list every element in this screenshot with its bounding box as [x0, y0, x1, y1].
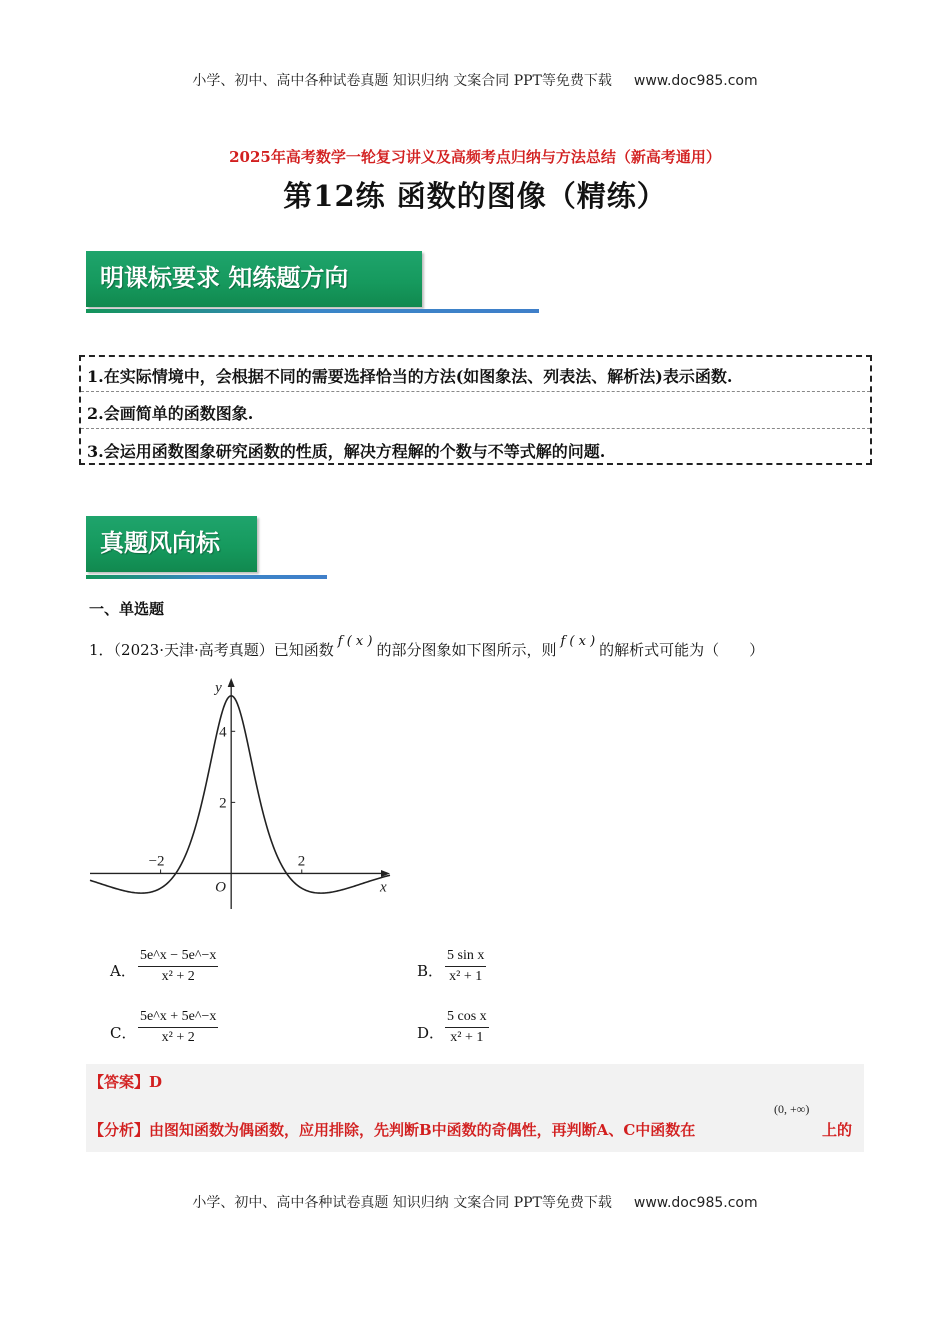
header-text: 小学、初中、高中各种试卷真题 知识归纳 文案合同 PPT等免费下载 — [192, 73, 612, 89]
analysis-text-end: 上的 — [822, 1121, 853, 1139]
x-axis-label: x — [380, 879, 387, 896]
divider — [81, 428, 870, 429]
option-label-a: A． — [110, 962, 136, 980]
numerator: 5 sin x — [445, 948, 486, 967]
option-a-formula — [138, 948, 218, 985]
option-c-formula — [138, 1009, 218, 1046]
denominator: x² + 2 — [161, 1030, 195, 1045]
page-title: 第12练 函数的图像（精练） — [283, 179, 667, 213]
denominator: x² + 1 — [450, 1030, 484, 1045]
denominator: x² + 1 — [449, 969, 483, 984]
requirement-item: 3.会运用函数图象研究函数的性质，解决方程解的个数与不等式解的问题. — [87, 442, 606, 461]
y-tick-label: 2 — [219, 795, 227, 812]
option-d-formula — [445, 1009, 489, 1046]
section-banner-real-exam: 真题风向标 — [86, 516, 257, 572]
divider — [81, 391, 870, 392]
y-axis-label: y — [215, 680, 222, 696]
question-middle: 的部分图象如下图所示，则 — [376, 641, 557, 659]
section-banner-requirements: 明课标要求 知练题方向 — [86, 251, 422, 307]
y-tick-label: 4 — [219, 724, 227, 741]
series-line — [90, 696, 390, 896]
banner-underline — [86, 575, 327, 579]
banner-underline — [86, 309, 539, 313]
y-axis-arrow — [228, 678, 235, 687]
footer-url[interactable]: www.doc985.com — [633, 1195, 758, 1211]
x-tick-label: 2 — [297, 853, 306, 870]
question-source: （2023·天津·高考真题）已知函数 — [113, 641, 334, 659]
function-symbol: f ( x ) — [337, 634, 373, 649]
denominator: x² + 2 — [161, 969, 195, 984]
function-graph — [80, 672, 400, 917]
header-url[interactable]: www.doc985.com — [633, 73, 758, 89]
numerator: 5 cos x — [445, 1009, 489, 1028]
subtitle: 2025年高考数学一轮复习讲义及高频考点归纳与方法总结（新高考通用） — [229, 148, 721, 166]
option-b-formula — [445, 948, 486, 985]
question-end: 的解析式可能为（ ） — [599, 641, 765, 659]
requirement-item: 1.在实际情境中，会根据不同的需要选择恰当的方法(如图象法、列表法、解析法)表示函数. — [87, 367, 733, 386]
origin-label: O — [215, 879, 227, 896]
question-stem — [89, 634, 764, 660]
numerator: 5e^x − 5e^−x — [138, 948, 218, 967]
interval-expression: (0, +∞) — [774, 1102, 810, 1116]
requirement-item: 2.会画简单的函数图象. — [87, 404, 254, 423]
numerator: 5e^x + 5e^−x — [138, 1009, 218, 1028]
answer-label: 【答案】D — [89, 1073, 163, 1091]
question-number: 1． — [89, 641, 114, 659]
option-label-d: D． — [417, 1024, 445, 1042]
option-label-b: B． — [417, 962, 444, 980]
x-tick-label: −2 — [148, 853, 165, 870]
option-label-c: C． — [110, 1024, 137, 1042]
page-footer — [0, 1192, 950, 1212]
footer-text: 小学、初中、高中各种试卷真题 知识归纳 文案合同 PPT等免费下载 — [192, 1195, 612, 1211]
requirements-box — [79, 355, 872, 465]
question-type: 一、单选题 — [89, 600, 165, 618]
page-header — [0, 70, 950, 90]
function-symbol: f ( x ) — [560, 634, 596, 649]
analysis-text: 【分析】由图知函数为偶函数，应用排除，先判断B中函数的奇偶性，再判断A、C中函数在 — [89, 1121, 696, 1139]
